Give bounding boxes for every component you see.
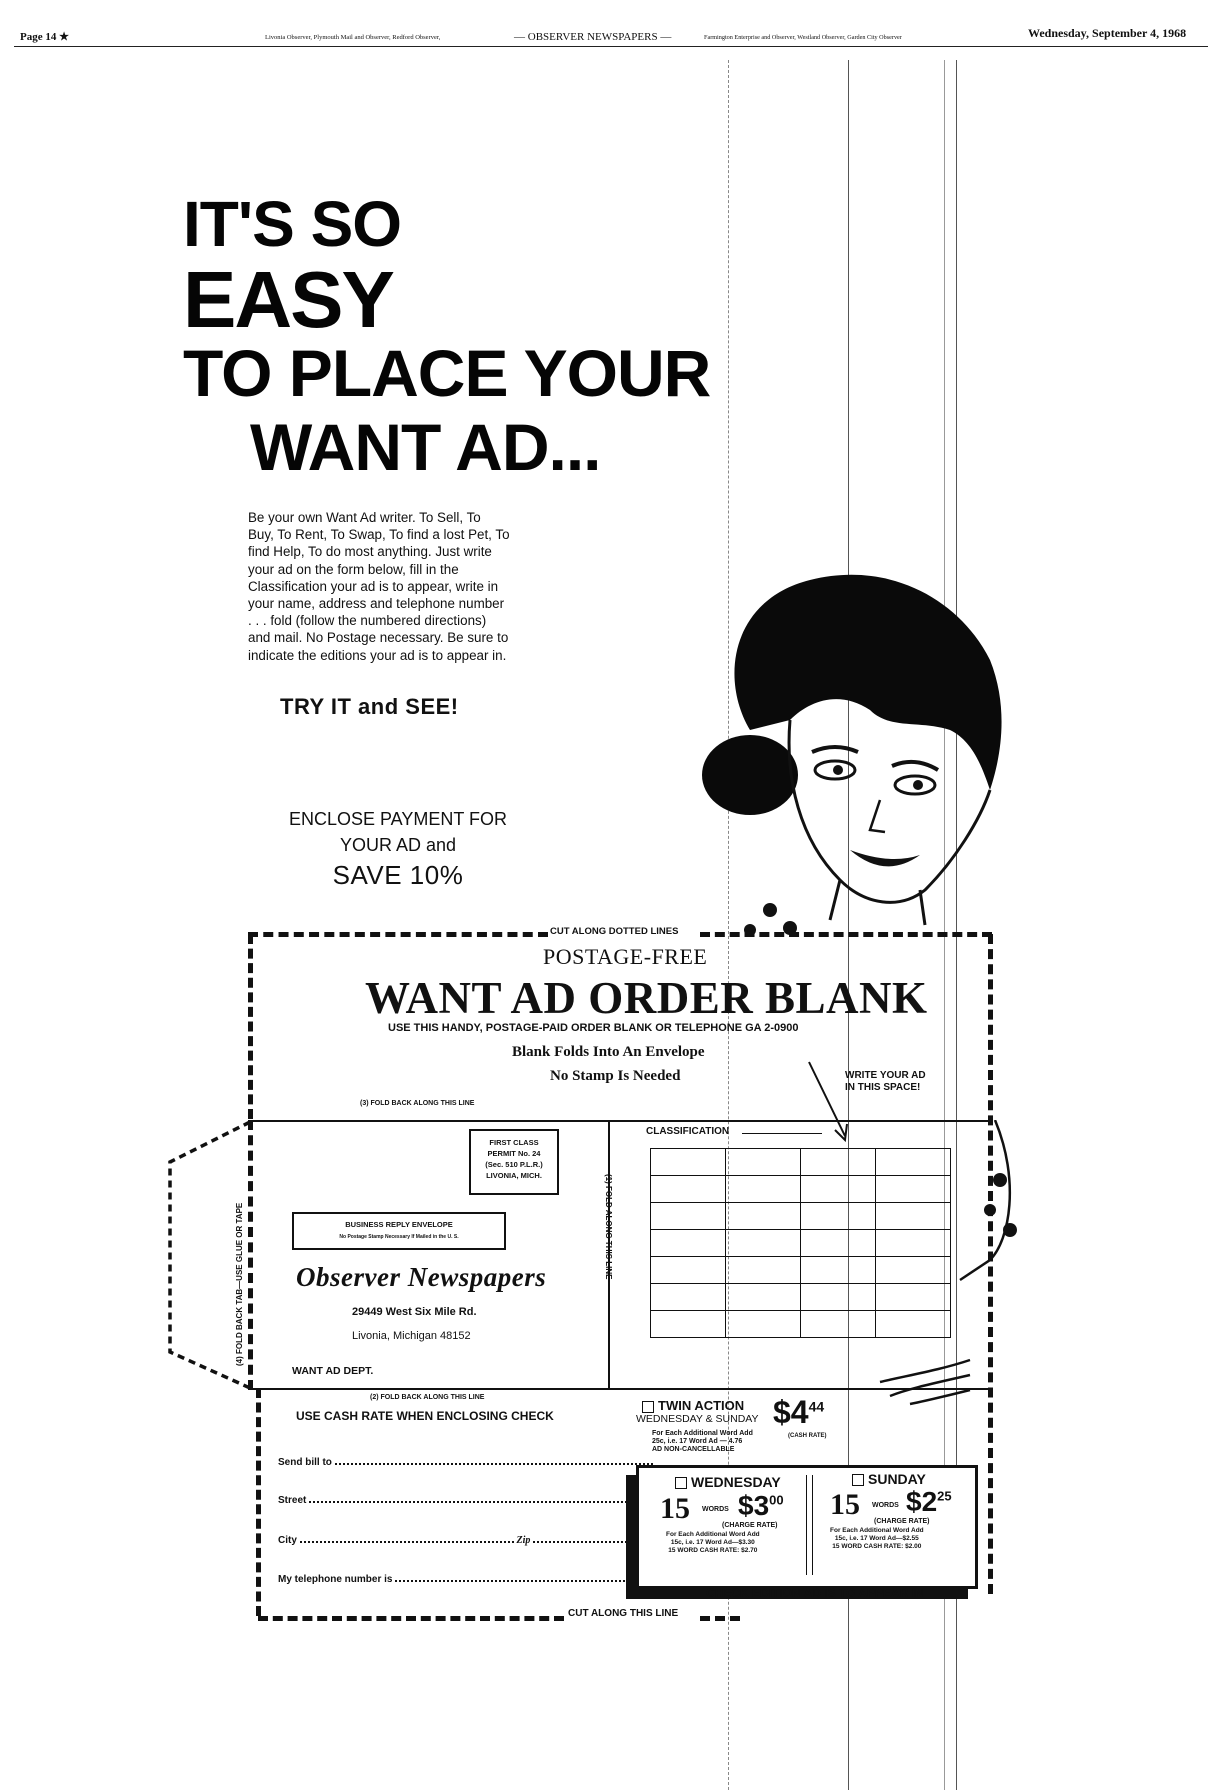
arrow-down-icon	[805, 1060, 853, 1144]
twin-action-checkbox[interactable]	[642, 1401, 654, 1413]
address-line-1: 29449 West Six Mile Rd.	[352, 1306, 477, 1318]
order-blank-subtitle: USE THIS HANDY, POSTAGE-PAID ORDER BLANK OR TELEPHONE GA 2-0900	[388, 1022, 799, 1034]
grid-cell[interactable]	[651, 1230, 726, 1257]
city-label: City	[278, 1535, 297, 1546]
write-here-line-2: IN THIS SPACE!	[845, 1082, 921, 1093]
grid-cell[interactable]	[801, 1284, 876, 1311]
masthead	[0, 0, 1208, 52]
wed-note-line-2: 15c, i.e. 17 Word Ad—$3.30	[670, 1539, 755, 1546]
masthead-right-papers: Farmington Enterprise and Observer, Westland Observer, Garden City Observer	[704, 34, 902, 41]
sun-note-line-2: 15c, i.e. 17 Word Ad—$2.55	[834, 1535, 919, 1542]
cut-border-right	[988, 934, 993, 1594]
grid-cell[interactable]	[726, 1284, 801, 1311]
sun-price-cents: 25	[937, 1488, 952, 1504]
edition-divider	[812, 1475, 813, 1575]
grid-cell[interactable]	[726, 1311, 801, 1338]
business-reply-box	[292, 1212, 506, 1250]
grid-cell[interactable]	[651, 1149, 726, 1176]
send-bill-line[interactable]	[335, 1455, 653, 1465]
postage-free-label: POSTAGE-FREE	[543, 944, 708, 969]
send-bill-label: Send bill to	[278, 1457, 332, 1468]
enclose-line-1: ENCLOSE PAYMENT FOR	[288, 809, 508, 829]
grid-cell[interactable]	[876, 1176, 951, 1203]
twin-action-price	[773, 1394, 824, 1431]
sunday-word-count: 15	[830, 1488, 860, 1521]
permit-box	[469, 1129, 559, 1195]
cut-border-top	[700, 932, 992, 937]
phone-label: My telephone number is	[278, 1574, 393, 1585]
grid-cell[interactable]	[651, 1311, 726, 1338]
masthead-rule	[14, 46, 1208, 47]
cut-border-left-lower	[256, 1388, 261, 1616]
grid-cell[interactable]	[876, 1203, 951, 1230]
grid-cell[interactable]	[726, 1176, 801, 1203]
cut-border-bottom	[258, 1616, 564, 1621]
sunday-note	[830, 1527, 924, 1551]
twin-note-line-1: For Each Additional Word Add	[652, 1430, 753, 1437]
masthead-date: Wednesday, September 4, 1968	[1028, 26, 1187, 40]
twin-price-cents: 44	[808, 1398, 825, 1415]
edition-divider	[806, 1475, 807, 1575]
headline-line-3: TO PLACE YOUR	[183, 336, 711, 410]
grid-cell[interactable]	[801, 1149, 876, 1176]
street-line[interactable]	[309, 1493, 659, 1503]
phone-line[interactable]	[395, 1572, 645, 1582]
grid-cell[interactable]	[876, 1230, 951, 1257]
mouth	[850, 850, 920, 866]
sleeve-dot	[993, 1173, 1007, 1187]
sunday-words-label: WORDS	[872, 1502, 899, 1509]
sunday-checkbox[interactable]	[852, 1474, 864, 1486]
sunday-title: SUNDAY	[868, 1471, 926, 1487]
wednesday-words-label: WORDS	[702, 1506, 729, 1513]
grid-cell[interactable]	[651, 1203, 726, 1230]
classification-underline	[742, 1133, 822, 1134]
grid-cell[interactable]	[801, 1257, 876, 1284]
city-line[interactable]	[300, 1533, 514, 1543]
wednesday-option[interactable]	[675, 1474, 781, 1490]
twin-action-note	[652, 1430, 753, 1454]
no-stamp-needed: No Stamp Is Needed	[550, 1068, 681, 1084]
wed-note-line-1: For Each Additional Word Add	[666, 1531, 760, 1538]
twin-action-days: WEDNESDAY & SUNDAY	[636, 1413, 759, 1425]
grid-cell[interactable]	[801, 1230, 876, 1257]
zip-line[interactable]	[533, 1533, 627, 1543]
grid-cell[interactable]	[651, 1257, 726, 1284]
wed-note-line-3: 15 WORD CASH RATE: $2.70	[668, 1547, 758, 1554]
wed-price-dollars: $3	[738, 1490, 770, 1521]
wednesday-note	[666, 1531, 760, 1555]
address-line-2: Livonia, Michigan 48152	[352, 1330, 471, 1342]
grid-cell[interactable]	[726, 1149, 801, 1176]
page-number: Page 14 ★	[20, 31, 69, 43]
headline-line-1: IT'S SO	[183, 188, 402, 260]
want-ad-dept: WANT AD DEPT.	[292, 1365, 374, 1377]
wednesday-title: WEDNESDAY	[691, 1474, 781, 1490]
fold-1-label: (1) FOLD ALONG THIS LINE	[604, 1174, 613, 1280]
cut-along-this-line-label: CUT ALONG THIS LINE	[568, 1608, 679, 1619]
woman-illustration	[690, 560, 1010, 940]
cash-rate-note: USE CASH RATE WHEN ENCLOSING CHECK	[296, 1409, 554, 1423]
masthead-title: — OBSERVER NEWSPAPERS —	[514, 31, 672, 43]
fold-2-label: (2) FOLD BACK ALONG THIS LINE	[370, 1394, 485, 1401]
wednesday-price	[738, 1490, 784, 1522]
observer-newspapers-logo: Observer Newspapers	[296, 1262, 547, 1292]
cut-border-top	[248, 932, 548, 937]
twin-note-line-2: 25c, i.e. 17 Word Ad — 4.76	[652, 1438, 743, 1445]
cut-border-bottom	[700, 1616, 740, 1621]
grid-cell[interactable]	[876, 1284, 951, 1311]
check-edition-label: CHECK EDITION AD IS TO APPEAR IN	[706, 1586, 924, 1600]
grid-cell[interactable]	[651, 1176, 726, 1203]
enclose-line-3: SAVE 10%	[332, 860, 464, 890]
reply-line-1: BUSINESS REPLY ENVELOPE	[345, 1220, 453, 1229]
street-field[interactable]	[278, 1493, 659, 1506]
reply-line-2: No Postage Stamp Necessary If Mailed in the U. S.	[339, 1234, 459, 1240]
grid-cell[interactable]	[801, 1176, 876, 1203]
masthead-left-papers: Livonia Observer, Plymouth Mail and Observer, Redford Observer,	[265, 34, 441, 41]
grid-cell[interactable]	[801, 1311, 876, 1338]
order-blank-title: WANT AD ORDER BLANK	[365, 973, 928, 1023]
wednesday-checkbox[interactable]	[675, 1477, 687, 1489]
wednesday-word-count: 15	[660, 1492, 690, 1525]
send-bill-field[interactable]	[278, 1455, 653, 1468]
headline-line-2: EASY	[183, 255, 393, 344]
sleeve-dot	[1003, 1223, 1017, 1237]
permit-line-1: FIRST CLASS	[489, 1138, 539, 1147]
grid-cell[interactable]	[726, 1203, 801, 1230]
fold-3-label: (3) FOLD BACK ALONG THIS LINE	[360, 1100, 475, 1107]
sunday-price	[906, 1486, 952, 1518]
grid-cell[interactable]	[876, 1311, 951, 1338]
sun-price-dollars: $2	[906, 1486, 938, 1517]
wednesday-charge-rate: (CHARGE RATE)	[722, 1522, 778, 1529]
headline-line-4: WANT AD...	[250, 410, 601, 484]
right-eyebrow	[892, 762, 938, 770]
classification-label: CLASSIFICATION	[646, 1126, 730, 1137]
left-pupil	[833, 765, 843, 775]
twin-note-line-3: AD NON-CANCELLABLE	[652, 1446, 735, 1453]
folds-into-envelope: Blank Folds Into An Envelope	[512, 1044, 705, 1060]
dress-dot	[763, 903, 777, 917]
grid-cell[interactable]	[726, 1230, 801, 1257]
grid-cell[interactable]	[876, 1257, 951, 1284]
enclose-line-2: YOUR AD and	[339, 835, 457, 855]
write-here-line-1: WRITE YOUR AD	[845, 1070, 926, 1081]
ad-word-grid[interactable]	[650, 1148, 951, 1338]
grid-cell[interactable]	[876, 1149, 951, 1176]
twin-price-dollars: $4	[773, 1394, 809, 1430]
arm-outline	[960, 1120, 1010, 1280]
fold-4-line	[248, 1120, 253, 1390]
permit-line-2: PERMIT No. 24	[487, 1149, 541, 1158]
grid-cell[interactable]	[726, 1257, 801, 1284]
twin-action-title: TWIN ACTION	[658, 1398, 745, 1413]
wed-price-cents: 00	[769, 1492, 784, 1508]
fold-4-label: (4) FOLD BACK TAB—USE GLUE OR TAPE	[235, 1202, 244, 1366]
grid-cell[interactable]	[801, 1203, 876, 1230]
fold-2-line	[250, 1388, 990, 1390]
twin-action-option[interactable]	[642, 1398, 744, 1413]
fold-3-line	[250, 1120, 988, 1122]
right-pupil	[913, 780, 923, 790]
write-ad-here-note	[845, 1070, 926, 1094]
nose	[870, 800, 885, 832]
street-label: Street	[278, 1495, 307, 1506]
fingers	[880, 1360, 970, 1404]
body-copy: Be your own Want Ad writer. To Sell, To Buy, To Rent, To Swap, To find a lost Pet, To find Help, To do most anything. Just write your ad on the form below, fill in the Classification your ad is to appear, write in your name, address and telephone number . . . fold (follow the numbered directions) and mail. No Postage necessary. Be sure to indicate the editions your ad is to appear in.	[248, 510, 510, 663]
hair-bun	[702, 735, 798, 815]
sunday-charge-rate: (CHARGE RATE)	[874, 1518, 930, 1525]
sunday-option[interactable]	[852, 1471, 926, 1487]
twin-cash-rate: (CASH RATE)	[788, 1433, 827, 1439]
phone-field[interactable]	[278, 1572, 645, 1585]
sun-note-line-3: 15 WORD CASH RATE: $2.00	[832, 1543, 922, 1550]
left-eyebrow	[812, 747, 858, 752]
permit-line-4: LIVONIA, MICH.	[486, 1171, 542, 1180]
grid-cell[interactable]	[651, 1284, 726, 1311]
city-field[interactable]	[278, 1533, 627, 1546]
permit-line-3: (Sec. 510 P.L.R.)	[485, 1160, 543, 1169]
enclose-payment-note	[268, 806, 528, 888]
cut-along-dotted-label: CUT ALONG DOTTED LINES	[550, 926, 679, 937]
zip-label: Zip	[516, 1535, 531, 1546]
try-it-slogan: TRY IT and SEE!	[280, 694, 459, 719]
sun-note-line-1: For Each Additional Word Add	[830, 1527, 924, 1534]
cut-border-left	[248, 934, 253, 1119]
